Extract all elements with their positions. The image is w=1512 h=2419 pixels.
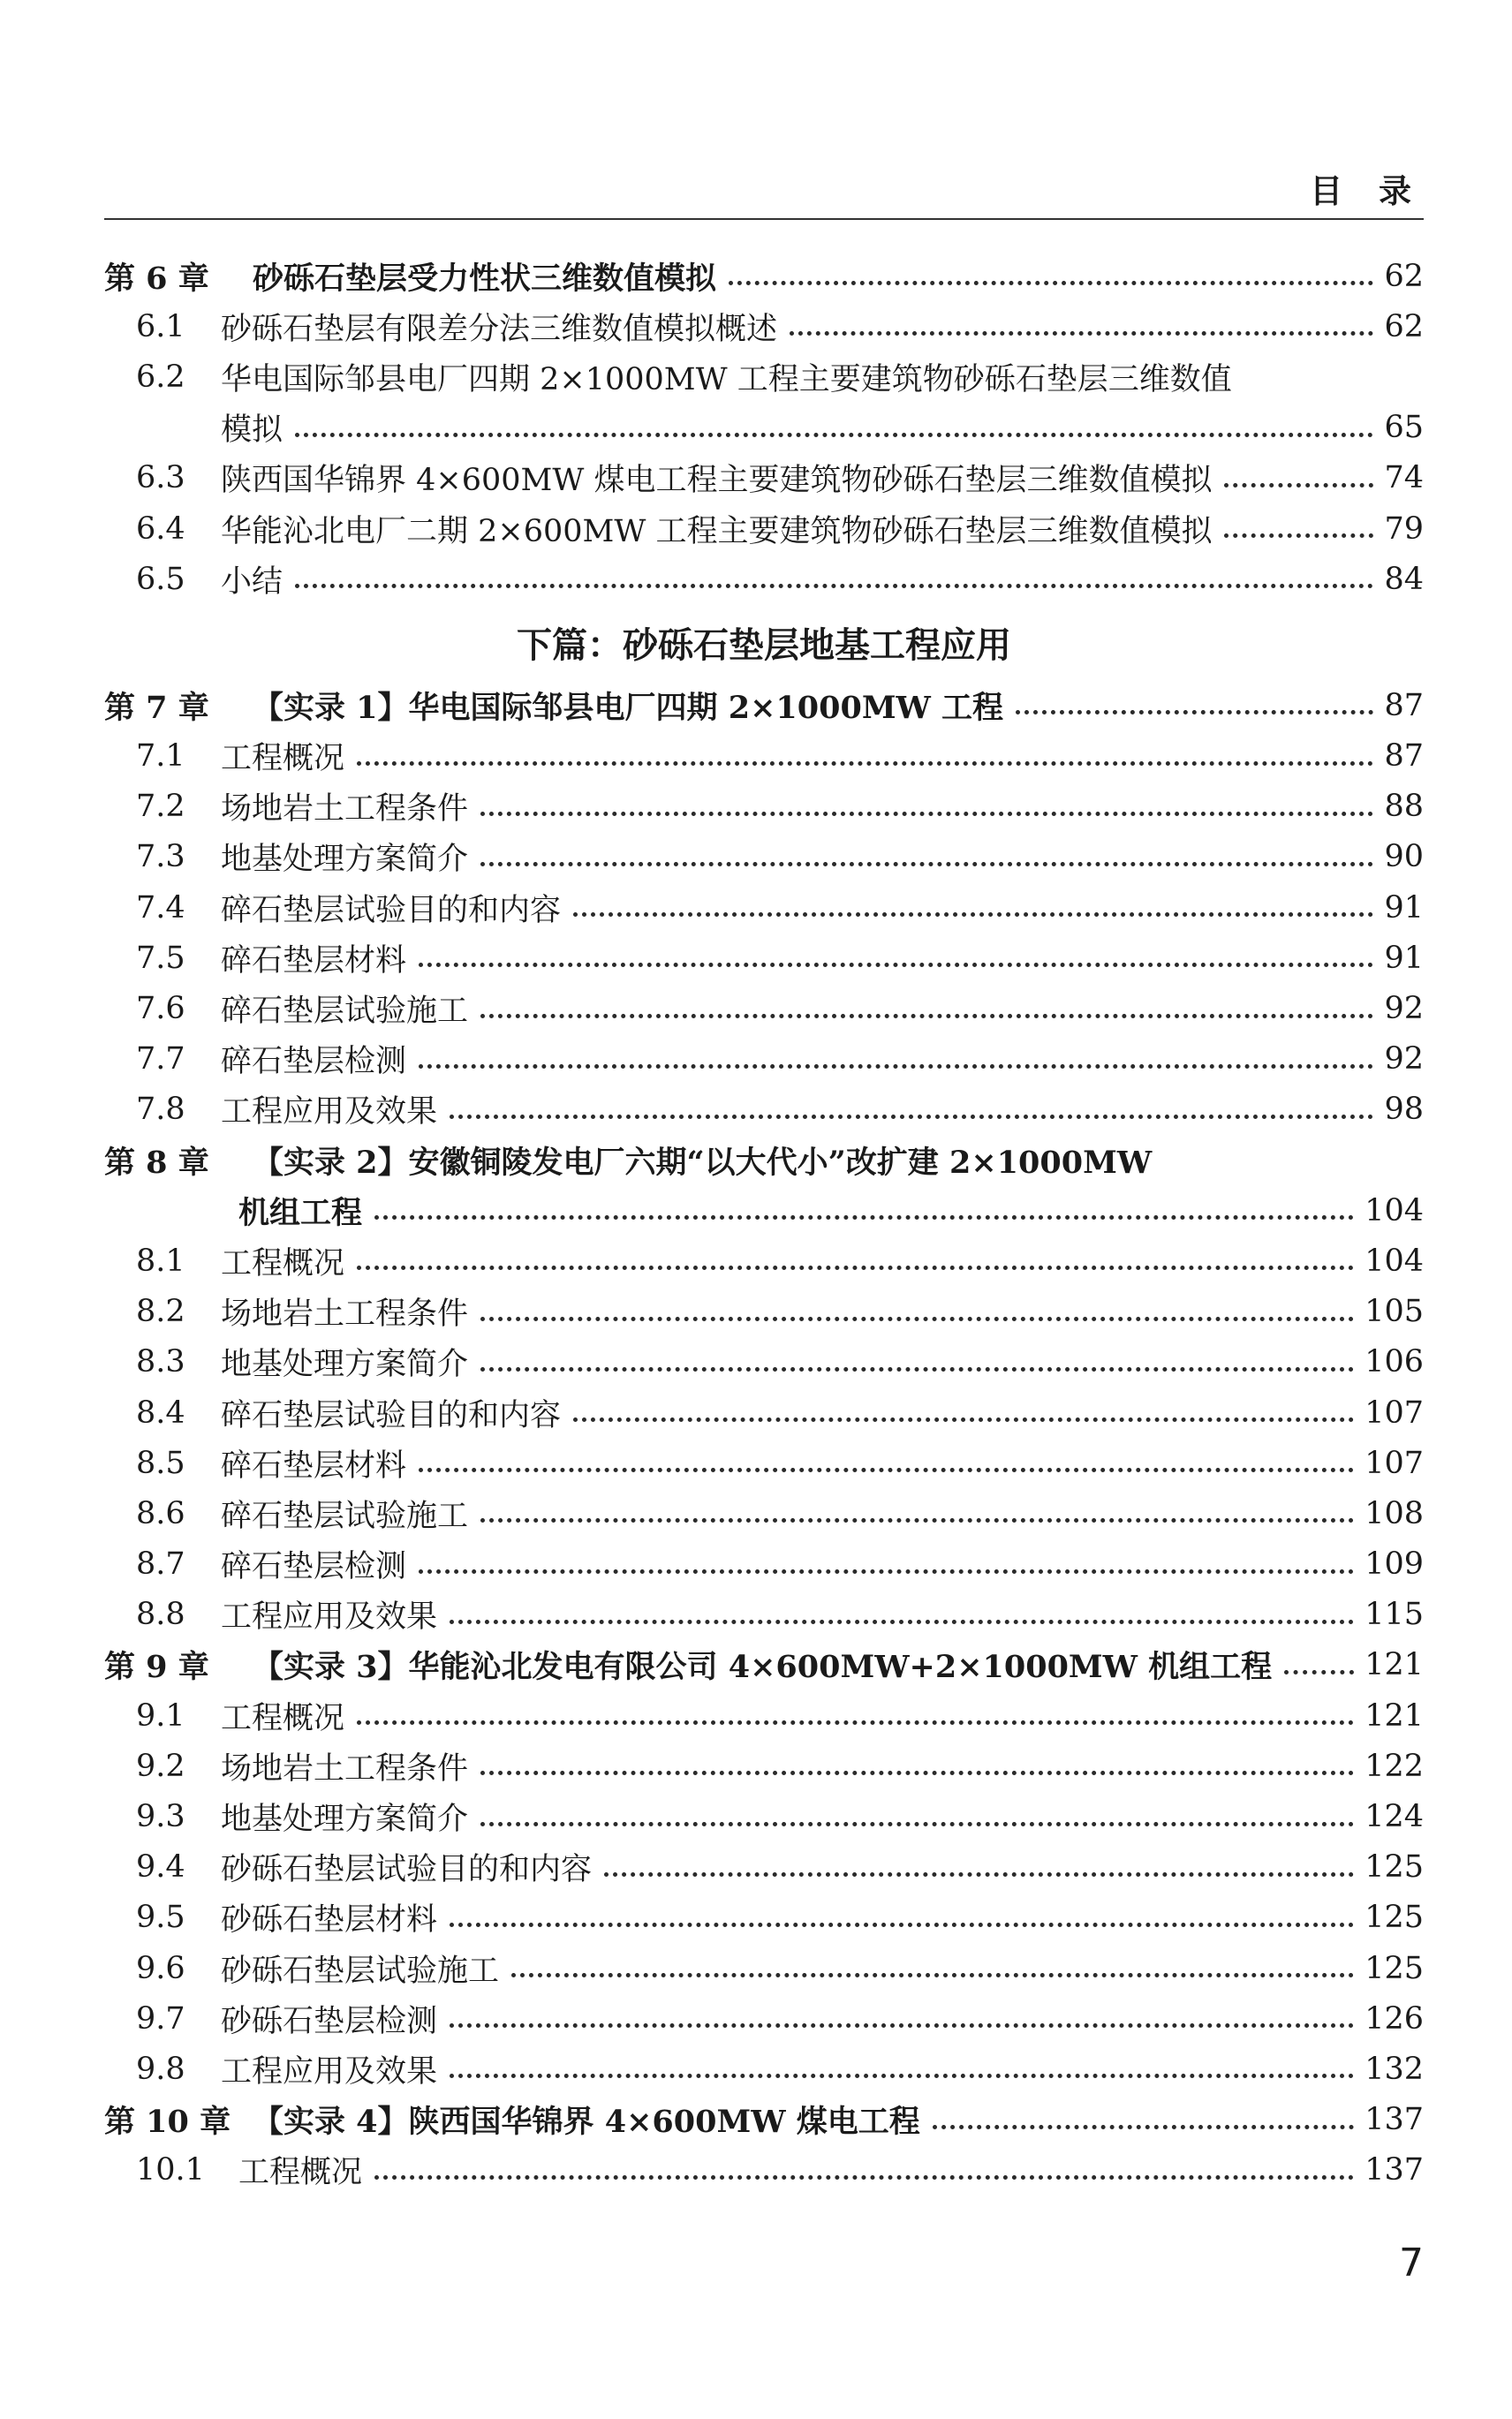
toc-section-entry[interactable] [104, 503, 1424, 554]
toc-entry-page: 108 [1365, 1495, 1424, 1531]
dot-leader [729, 281, 1373, 285]
dot-leader [450, 1923, 1354, 1927]
toc-section-entry[interactable] [104, 1741, 1424, 1791]
toc-chapter-entry[interactable] [104, 251, 1424, 301]
toc-entry-page: 84 [1384, 561, 1424, 597]
toc-chapter-entry[interactable] [104, 680, 1424, 730]
toc-section-entry[interactable] [104, 1085, 1424, 1135]
dot-leader [1284, 1670, 1354, 1674]
dot-leader [419, 1064, 1373, 1069]
toc-section-entry[interactable] [104, 2145, 1424, 2196]
toc-section-entry[interactable] [104, 1387, 1424, 1438]
toc-entry-page: 106 [1365, 1344, 1424, 1380]
toc-entry-title: 碎石垫层材料 [221, 942, 407, 979]
toc-entry-number: 9.6 [136, 1950, 185, 1986]
toc-entry-page: 125 [1365, 1950, 1424, 1986]
toc-entry-number: 8.4 [136, 1395, 185, 1431]
toc-entry-number: 第 6 章 [104, 260, 209, 297]
toc-entry-page: 115 [1365, 1597, 1424, 1633]
toc-entry-number: 9.4 [136, 1849, 185, 1886]
toc-entry-number: 6.2 [136, 359, 185, 395]
toc-entry-page: 125 [1365, 1900, 1424, 1936]
toc-entry-page: 104 [1365, 1192, 1424, 1228]
toc-section-entry[interactable] [104, 1488, 1424, 1538]
toc-entry-number: 6.1 [136, 308, 185, 344]
toc-section-entry[interactable] [104, 554, 1424, 604]
toc-entry-number: 7.3 [136, 839, 185, 875]
toc-entry-number: 8.6 [136, 1495, 185, 1531]
toc-entry-number: 9.5 [136, 1900, 185, 1936]
toc-entry-title: 碎石垫层材料 [221, 1448, 407, 1484]
toc-entry-page: 88 [1384, 789, 1424, 825]
toc-entry-title: 砂砾石垫层受力性状三维数值模拟 [253, 260, 717, 297]
dot-leader [357, 1720, 1354, 1725]
toc-chapter-entry[interactable] [104, 2095, 1424, 2145]
dot-leader [450, 1115, 1373, 1119]
toc-entry-title: 地基处理方案简介 [221, 842, 469, 878]
toc-entry-page: 74 [1384, 460, 1424, 496]
toc-entry-title: 陕西国华锦界 4×600MW 煤电工程主要建筑物砂砾石垫层三维数值模拟 [221, 463, 1213, 499]
dot-leader [933, 2125, 1354, 2129]
toc-entry-title: 【实录 4】陕西国华锦界 4×600MW 煤电工程 [253, 2104, 920, 2141]
toc-entry-title: 碎石垫层检测 [221, 1044, 407, 1080]
toc-entry-title: 砂砾石垫层试验施工 [221, 1953, 500, 1989]
toc-section-entry[interactable] [104, 1539, 1424, 1590]
toc-entry-number: 6.4 [136, 510, 185, 547]
toc-entry-title: 华电国际邹县电厂四期 2×1000MW 工程主要建筑物砂砾石垫层三维数值 [221, 361, 1232, 397]
dot-leader [573, 1417, 1354, 1422]
toc-entry-page: 126 [1365, 2000, 1424, 2037]
toc-entry-number: 8.5 [136, 1445, 185, 1481]
toc-entry-page: 62 [1384, 308, 1424, 344]
toc-entry-page: 91 [1384, 889, 1424, 926]
toc-section-entry[interactable] [104, 352, 1424, 402]
toc-section-entry[interactable] [104, 403, 1424, 453]
toc-section-entry[interactable] [104, 983, 1424, 1033]
toc-section-entry[interactable] [104, 1034, 1424, 1085]
toc-section-entry[interactable] [104, 1943, 1424, 1993]
toc-entry-number: 8.2 [136, 1294, 185, 1330]
toc-entry-page: 137 [1365, 2152, 1424, 2188]
toc-section-entry[interactable] [104, 882, 1424, 933]
toc-entry-title: 碎石垫层试验施工 [221, 994, 469, 1030]
toc-entry-page: 92 [1384, 991, 1424, 1027]
toc-section-entry[interactable] [104, 731, 1424, 782]
dot-leader [357, 1266, 1354, 1270]
toc-section-entry[interactable] [104, 832, 1424, 882]
toc-entry-title: 工程概况 [221, 741, 345, 777]
dot-leader [480, 862, 1373, 866]
toc-entry-page: 137 [1365, 2102, 1424, 2138]
toc-entry-title: 工程应用及效果 [221, 2053, 438, 2090]
toc-entry-title: 砂砾石垫层材料 [221, 1902, 438, 1939]
toc-entry-page: 122 [1365, 1748, 1424, 1784]
toc-entry-title: 碎石垫层检测 [221, 1549, 407, 1585]
toc-entry-number: 9.8 [136, 2051, 185, 2087]
part-heading: 下篇：砂砾石垫层地基工程应用 [517, 624, 1011, 666]
dot-leader [374, 1215, 1354, 1220]
dot-leader [480, 812, 1373, 816]
toc-entry-title: 场地岩土工程条件 [221, 1750, 469, 1787]
dot-leader [511, 1973, 1354, 1977]
toc-entry-number: 7.1 [136, 738, 185, 775]
toc-entry-number: 9.3 [136, 1799, 185, 1835]
toc-entry-page: 79 [1384, 510, 1424, 547]
toc-entry-title: 小结 [221, 563, 284, 600]
toc-entry-title: 碎石垫层试验施工 [221, 1498, 469, 1534]
toc-section-entry[interactable] [104, 1337, 1424, 1387]
toc-entry-number: 8.1 [136, 1243, 185, 1279]
dot-leader [419, 1468, 1354, 1472]
toc-entry-title: 场地岩土工程条件 [221, 791, 469, 828]
toc-entry-page: 107 [1365, 1395, 1424, 1431]
toc-entry-page: 125 [1365, 1849, 1424, 1886]
toc-entry-number: 6.5 [136, 561, 185, 597]
toc-entry-title: 工程应用及效果 [221, 1094, 438, 1130]
page-number: 7 [1399, 2241, 1424, 2286]
toc-entry-title: 碎石垫层试验目的和内容 [221, 1397, 562, 1433]
dot-leader [419, 1569, 1354, 1574]
toc-entry-number: 7.4 [136, 889, 185, 926]
toc-entry-page: 109 [1365, 1546, 1424, 1583]
toc-entry-title: 模拟 [221, 412, 284, 449]
toc-entry-title: 【实录 1】华电国际邹县电厂四期 2×1000MW 工程 [253, 689, 1004, 726]
toc-entry-page: 87 [1384, 687, 1424, 723]
toc-section-entry[interactable] [104, 1791, 1424, 1841]
toc-entry-page: 124 [1365, 1799, 1424, 1835]
toc-entry-page: 98 [1384, 1092, 1424, 1128]
dot-leader [790, 331, 1373, 336]
dot-leader [1224, 483, 1373, 488]
toc-entry-page: 132 [1365, 2051, 1424, 2087]
toc-entry-title: 地基处理方案简介 [221, 1802, 469, 1838]
toc-entry-title: 工程概况 [221, 1700, 345, 1736]
dot-leader [480, 1771, 1354, 1775]
dot-leader [374, 2175, 1354, 2180]
dot-leader [450, 2023, 1354, 2028]
dot-leader [419, 963, 1373, 967]
toc-entry-title: 【实录 2】安徽铜陵发电厂六期“以大代小”改扩建 2×1000MW [253, 1144, 1153, 1181]
dot-leader [1224, 533, 1373, 538]
toc-section-entry[interactable] [104, 1287, 1424, 1337]
dot-leader [480, 1317, 1354, 1321]
toc-entry-page: 107 [1365, 1445, 1424, 1481]
toc-entry-title: 砂砾石垫层检测 [221, 2003, 438, 2039]
toc-entry-page: 121 [1365, 1647, 1424, 1683]
toc-entry-page: 104 [1365, 1243, 1424, 1279]
toc-section-entry[interactable] [104, 782, 1424, 832]
toc-section-entry[interactable] [104, 1438, 1424, 1488]
toc-entry-page: 92 [1384, 1041, 1424, 1077]
running-head: 目 录 [1310, 171, 1424, 210]
toc-entry-title: 工程概况 [221, 1245, 345, 1281]
toc-section-entry[interactable] [104, 1590, 1424, 1640]
toc-section-entry[interactable] [104, 1236, 1424, 1286]
toc-entry-number: 7.7 [136, 1041, 185, 1077]
dot-leader [450, 2074, 1354, 2078]
toc-entry-page: 62 [1384, 258, 1424, 294]
toc-entry-page: 90 [1384, 839, 1424, 875]
toc-entry-title: 碎石垫层试验目的和内容 [221, 892, 562, 928]
toc-entry-title: 砂砾石垫层有限差分法三维数值模拟概述 [221, 311, 778, 347]
toc-entry-number: 7.6 [136, 991, 185, 1027]
toc-entry-page: 105 [1365, 1294, 1424, 1330]
dot-leader [573, 912, 1373, 917]
header-rule [104, 218, 1424, 220]
toc-section-entry[interactable] [104, 2044, 1424, 2094]
toc-section-entry[interactable] [104, 1842, 1424, 1893]
toc-entry-number: 8.8 [136, 1597, 185, 1633]
toc-section-entry[interactable] [104, 933, 1424, 983]
toc-entry-number: 7.2 [136, 789, 185, 825]
dot-leader [480, 1014, 1373, 1018]
toc-entry-page: 87 [1384, 738, 1424, 775]
toc-entry-number: 9.7 [136, 2000, 185, 2037]
toc-entry-title: 地基处理方案简介 [221, 1347, 469, 1383]
table-of-contents [104, 251, 1424, 2196]
toc-entry-title: 砂砾石垫层试验目的和内容 [221, 1852, 593, 1888]
toc-entry-page: 91 [1384, 940, 1424, 976]
toc-entry-number: 第 7 章 [104, 689, 209, 726]
toc-section-entry[interactable] [104, 1893, 1424, 1943]
toc-section-entry[interactable] [104, 1690, 1424, 1741]
toc-entry-title: 机组工程 [238, 1194, 363, 1231]
toc-section-entry[interactable] [104, 1185, 1424, 1236]
toc-entry-number: 8.3 [136, 1344, 185, 1380]
toc-entry-number: 9.1 [136, 1697, 185, 1734]
dot-leader [604, 1872, 1354, 1877]
dot-leader [450, 1620, 1354, 1624]
toc-section-entry[interactable] [104, 453, 1424, 503]
toc-entry-number: 7.8 [136, 1092, 185, 1128]
toc-chapter-entry[interactable] [104, 1135, 1424, 1185]
toc-entry-title: 华能沁北电厂二期 2×600MW 工程主要建筑物砂砾石垫层三维数值模拟 [221, 513, 1213, 549]
toc-entry-number: 6.3 [136, 460, 185, 496]
toc-entry-title: 工程应用及效果 [221, 1599, 438, 1636]
toc-entry-number: 第 9 章 [104, 1649, 209, 1686]
toc-entry-page: 65 [1384, 410, 1424, 446]
toc-section-entry[interactable] [104, 1993, 1424, 2044]
dot-leader [357, 761, 1373, 766]
toc-entry-number: 7.5 [136, 940, 185, 976]
toc-entry-number: 第 8 章 [104, 1144, 209, 1181]
dot-leader [480, 1518, 1354, 1523]
toc-entry-title: 工程概况 [238, 2155, 363, 2191]
toc-entry-number: 第 10 章 [104, 2104, 231, 2141]
dot-leader [480, 1822, 1354, 1826]
dot-leader [295, 433, 1373, 437]
dot-leader [1016, 710, 1373, 714]
toc-entry-number: 10.1 [136, 2152, 205, 2188]
toc-entry-title: 【实录 3】华能沁北发电有限公司 4×600MW+2×1000MW 机组工程 [253, 1649, 1273, 1686]
dot-leader [295, 584, 1373, 588]
toc-entry-title: 场地岩土工程条件 [221, 1296, 469, 1333]
toc-entry-page: 121 [1365, 1697, 1424, 1734]
toc-chapter-entry[interactable] [104, 1640, 1424, 1690]
toc-entry-number: 8.7 [136, 1546, 185, 1583]
toc-entry-number: 9.2 [136, 1748, 185, 1784]
toc-section-entry[interactable] [104, 301, 1424, 352]
dot-leader [480, 1367, 1354, 1372]
